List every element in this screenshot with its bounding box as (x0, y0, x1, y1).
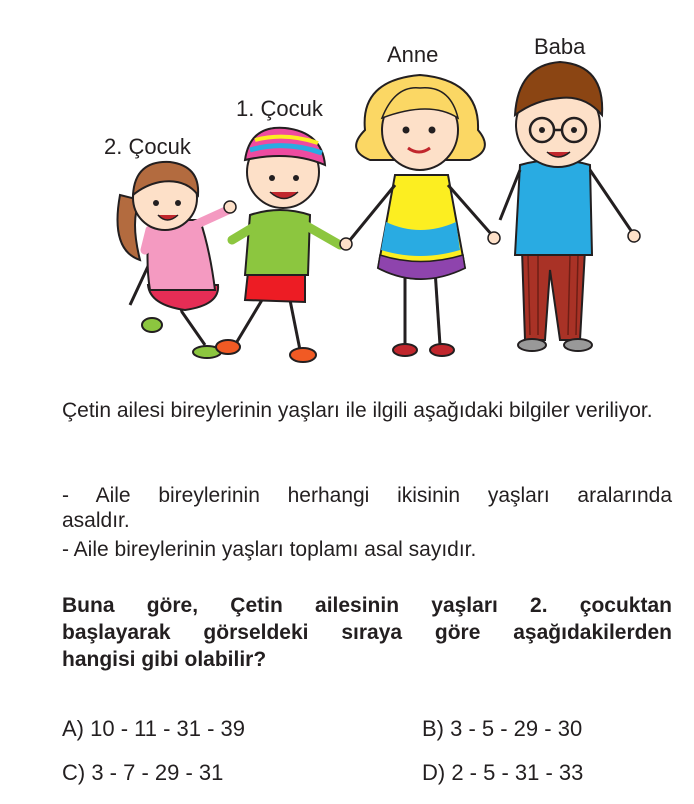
question-text (62, 592, 672, 673)
option-b[interactable]: B) 3 - 5 - 29 - 30 (422, 716, 583, 741)
question-line-2: başlayarak görseldeki sıraya göre aşağıdakilerden (62, 621, 672, 644)
rule-1 (62, 483, 672, 533)
option-d[interactable]: D) 2 - 5 - 31 - 33 (422, 760, 584, 785)
label-child2: 2. Çocuk (104, 134, 191, 159)
label-child1: 1. Çocuk (236, 96, 323, 121)
question-line-1: Buna göre, Çetin ailesinin yaşları 2. çocuktan (62, 594, 672, 617)
option-a[interactable]: A) 10 - 11 - 31 - 39 (62, 716, 246, 741)
mother-figure (340, 75, 500, 356)
boy-figure (216, 128, 340, 362)
label-mother: Anne (387, 42, 439, 67)
rule-1-line-2: asaldır. (62, 509, 130, 532)
girl-figure (118, 162, 237, 358)
intro-text: Çetin ailesi bireylerinin yaşları ile ilgili aşağıdaki bilgiler veriliyor. (62, 399, 653, 422)
father-figure (500, 62, 640, 351)
question-line-3: hangisi gibi olabilir? (62, 648, 267, 671)
label-father: Baba (534, 34, 586, 59)
option-c[interactable]: C) 3 - 7 - 29 - 31 (62, 760, 224, 785)
rule-1-line-1: - Aile bireylerinin herhangi ikisinin yaşları aralarında (62, 484, 672, 507)
rule-2: - Aile bireylerinin yaşları toplamı asal sayıdır. (62, 538, 477, 561)
family-illustration (95, 20, 655, 370)
